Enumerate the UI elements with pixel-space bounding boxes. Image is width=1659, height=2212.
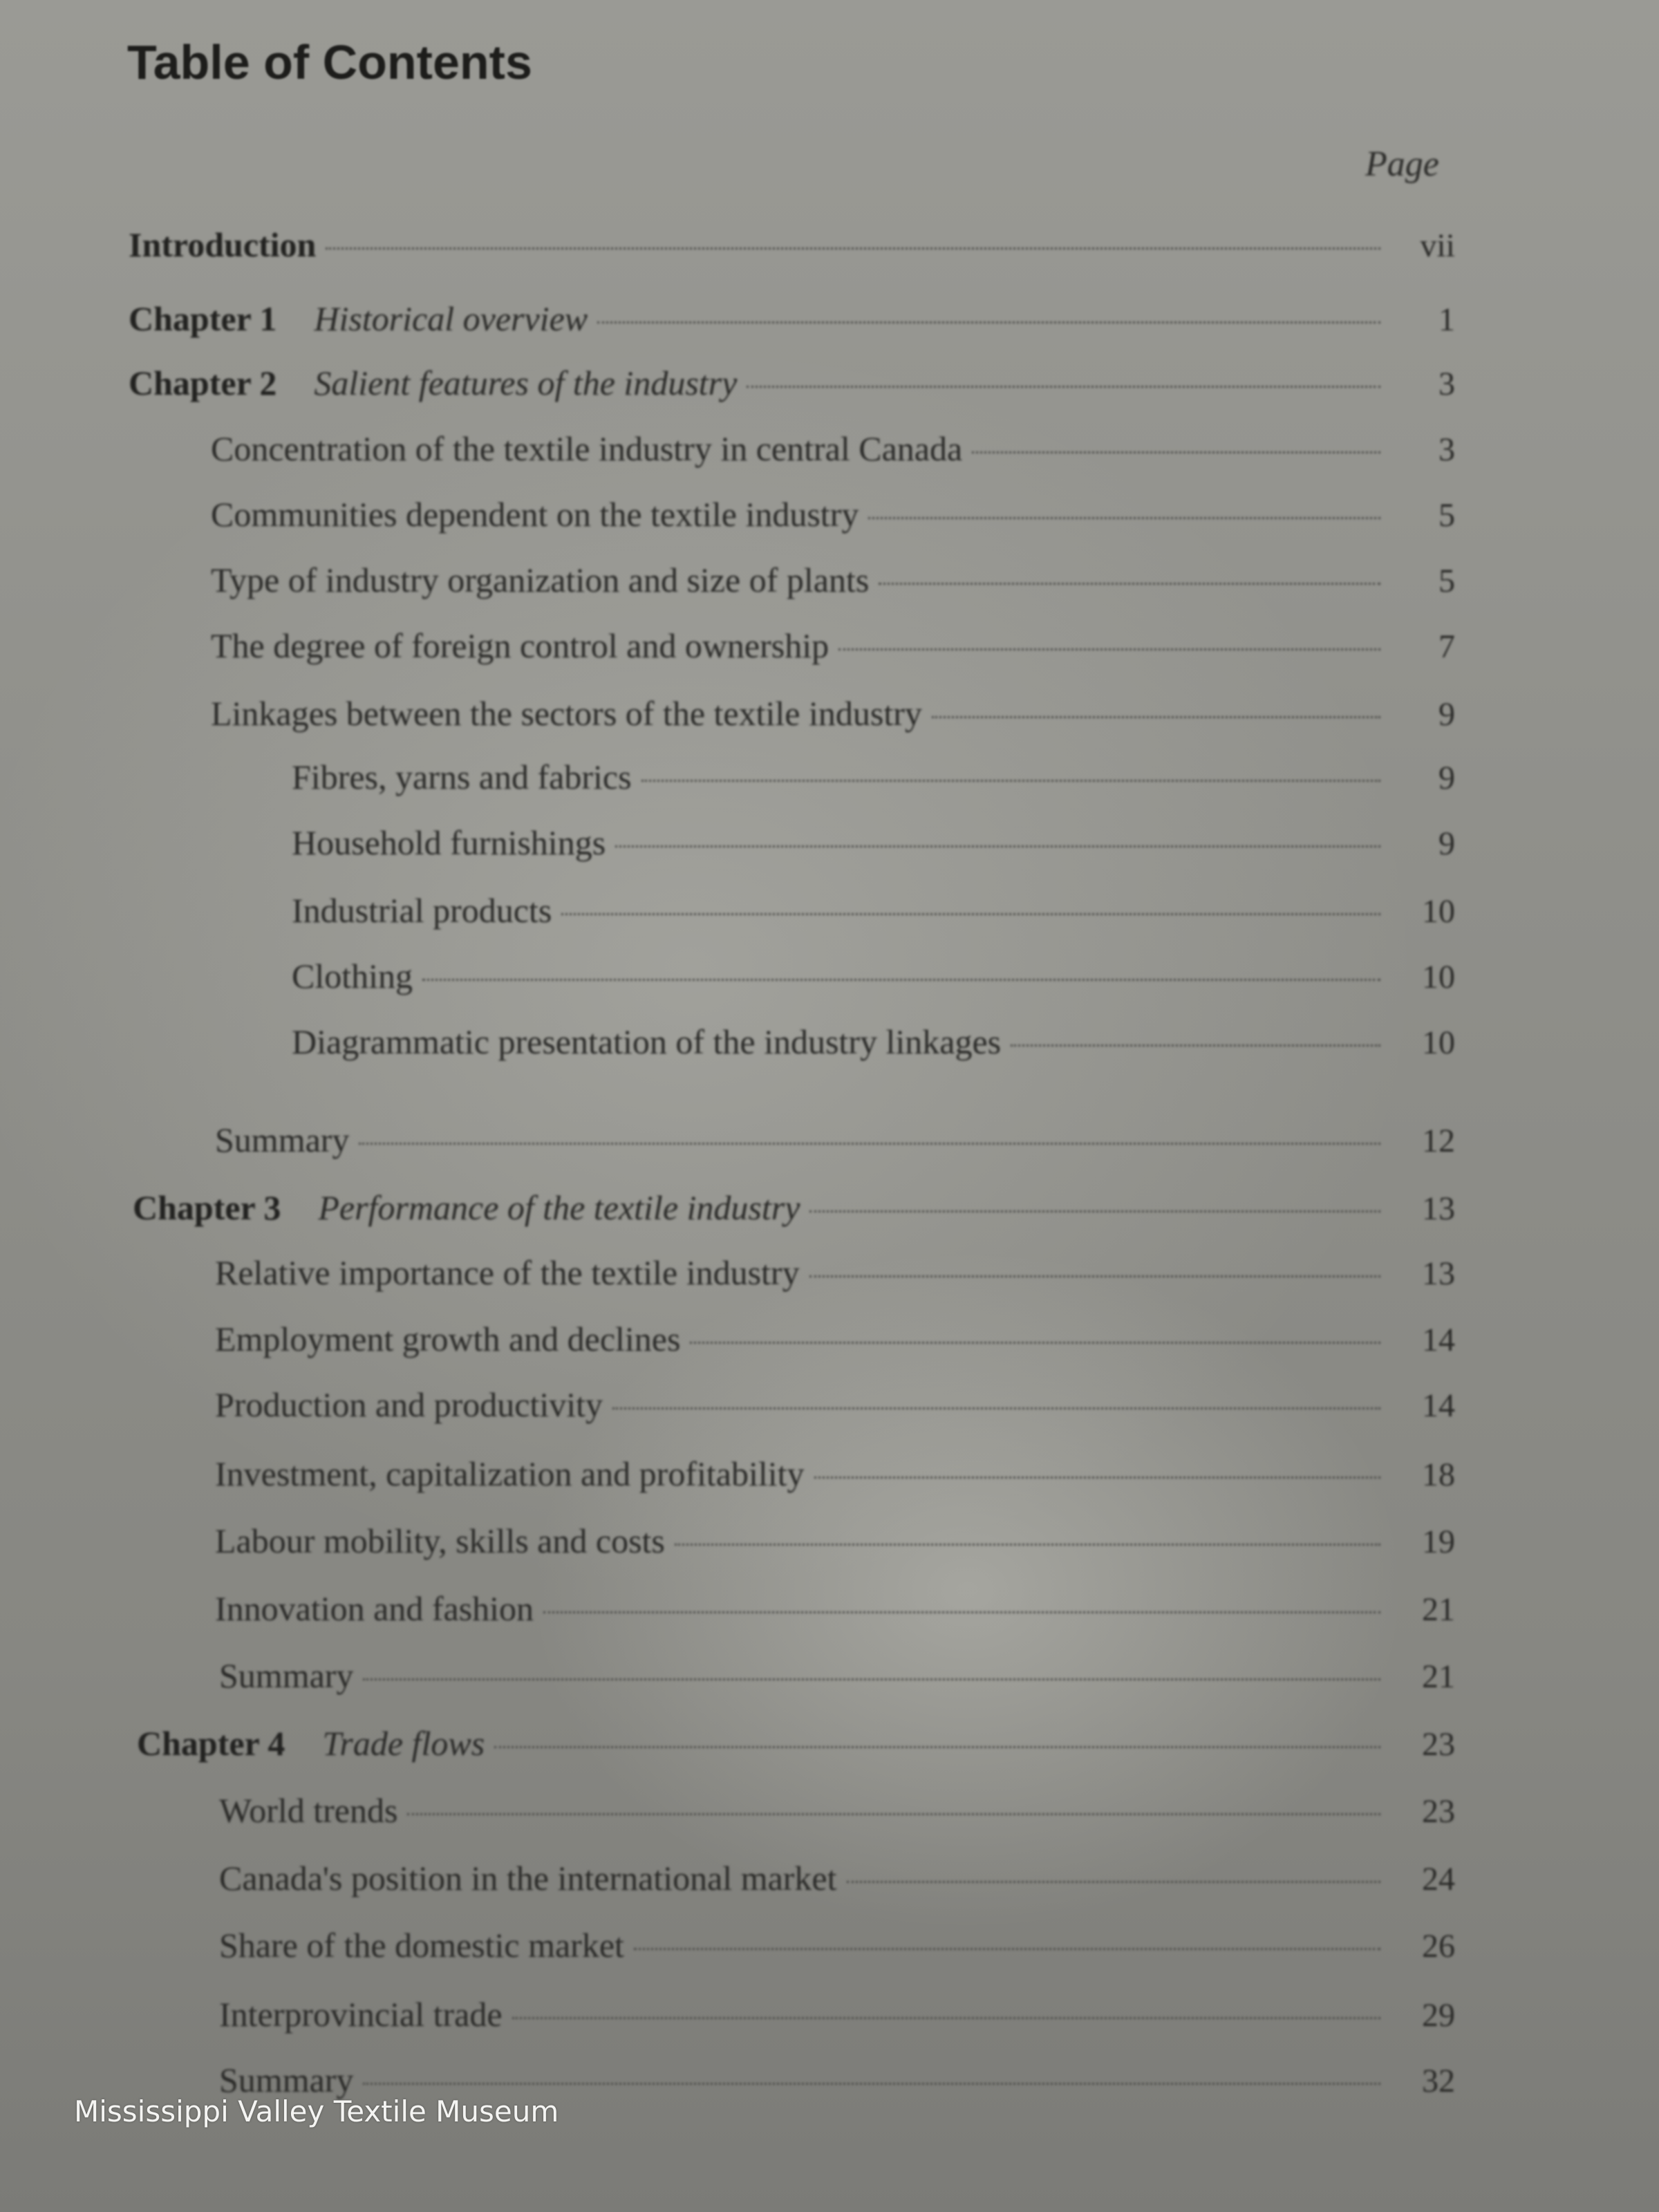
dot-leader [634, 1948, 1380, 1950]
toc-entry-title: World trends [219, 1791, 398, 1830]
chapter-number: Chapter 2 [129, 364, 277, 402]
dot-leader [1011, 1044, 1380, 1047]
dot-leader [326, 247, 1380, 250]
dot-leader [747, 386, 1380, 388]
dot-leader [422, 979, 1380, 981]
toc-entry-title: Labour mobility, skills and costs [215, 1521, 665, 1560]
toc-page-number: 5 [1438, 497, 1455, 534]
toc-page-number: 14 [1422, 1322, 1455, 1358]
toc-entry-title: Summary [219, 2061, 354, 2099]
toc-entry-title: Production and productivity [215, 1385, 603, 1424]
toc-entry-title: Type of industry organization and size of plants [211, 561, 870, 599]
toc-entry-label [219, 1994, 503, 2034]
dot-leader [847, 1881, 1380, 1883]
toc-page-number: 21 [1422, 1591, 1455, 1628]
toc-page-number: 21 [1422, 1658, 1455, 1695]
toc-entry-title: Share of the domestic market [219, 1926, 624, 1965]
toc-entry [219, 1858, 1455, 1902]
toc-entry [215, 1588, 1455, 1633]
toc-entry [292, 956, 1455, 1000]
toc-entry [292, 1022, 1455, 1066]
toc-entry-title: Linkages between the sectors of the textile industry [211, 694, 922, 733]
toc-entry-label [215, 1588, 534, 1629]
toc-entry-title: Household furnishings [292, 823, 606, 862]
toc-entry-label [219, 1925, 624, 1965]
dot-leader [838, 648, 1380, 650]
page-column-header: Page [1365, 144, 1439, 184]
dot-leader [612, 1407, 1380, 1409]
toc-entry-title: Salient features of the industry [314, 364, 738, 402]
toc-entry-label [292, 823, 606, 863]
toc-page-number: 32 [1422, 2063, 1455, 2099]
dot-leader [972, 451, 1380, 453]
toc-page-number: 5 [1438, 563, 1455, 599]
dot-leader [359, 1143, 1380, 1145]
toc-entry-label [211, 560, 869, 600]
dot-leader [809, 1210, 1380, 1212]
toc-page-number: 3 [1438, 431, 1455, 468]
dot-leader [690, 1342, 1380, 1344]
toc-entry-label [292, 956, 413, 996]
toc-entry-title: Interprovincial trade [219, 1995, 503, 2034]
toc-entry [211, 494, 1455, 538]
toc-entry-title: Clothing [292, 957, 413, 995]
watermark-text: Mississippi Valley Textile Museum [74, 2094, 559, 2128]
toc-entry [129, 363, 1455, 407]
toc-entry-title: Introduction [129, 225, 317, 264]
toc-page-number: vii [1420, 227, 1455, 264]
toc-page-number: 14 [1422, 1387, 1455, 1424]
toc-entry-label [215, 1319, 680, 1359]
toc-entry-label [215, 1521, 665, 1561]
toc-entry-title: Historical overview [314, 299, 588, 338]
toc-page-number: 1 [1438, 301, 1455, 338]
toc-entry-label [211, 429, 962, 469]
toc-entry [211, 560, 1455, 604]
dot-leader [932, 716, 1380, 718]
toc-entry-title: Relative importance of the textile industry [215, 1253, 800, 1292]
toc-page-number: 12 [1422, 1123, 1455, 1159]
toc-entry [215, 1385, 1455, 1429]
toc-entry-label [211, 626, 829, 666]
dot-leader [363, 2083, 1380, 2085]
toc-entry-label [219, 1656, 353, 1696]
toc-entry-label [292, 757, 632, 797]
toc-entry-title: The degree of foreign control and ownership [211, 626, 830, 665]
toc-entry-label [129, 363, 737, 403]
toc-entry [215, 1253, 1455, 1297]
toc-entry [292, 757, 1455, 801]
toc-entry [219, 1925, 1455, 1969]
toc-entry-label [215, 1120, 349, 1160]
toc-entry-label [133, 1188, 800, 1228]
chapter-number: Chapter 4 [137, 1724, 285, 1763]
dot-leader [615, 845, 1380, 847]
toc-page-number: 7 [1438, 628, 1455, 665]
toc-entry [292, 823, 1455, 867]
toc-entry [129, 225, 1455, 269]
toc-entry [219, 1656, 1455, 1700]
toc-entry-label [129, 225, 316, 265]
toc-entry [219, 1994, 1455, 2038]
dot-leader [814, 1477, 1380, 1479]
toc-page-number: 13 [1422, 1255, 1455, 1292]
toc-entry-label [129, 299, 588, 339]
chapter-number: Chapter 1 [129, 299, 277, 338]
toc-entry-label [215, 1385, 603, 1425]
page-title: Table of Contents [127, 35, 532, 89]
toc-entry-title: Employment growth and declines [215, 1320, 681, 1358]
toc-page-number: 24 [1422, 1861, 1455, 1897]
toc-entry [133, 1188, 1455, 1232]
dot-leader [494, 1746, 1380, 1748]
toc-entry-title: Industrial products [292, 891, 552, 930]
toc-page-number: 23 [1422, 1793, 1455, 1830]
toc-entry-title: Summary [219, 1656, 354, 1695]
dot-leader [363, 1678, 1380, 1680]
toc-entry-title: Communities dependent on the textile industry [211, 495, 859, 534]
toc-entry [215, 1521, 1455, 1565]
toc-page-number: 26 [1422, 1928, 1455, 1965]
toc-page-number: 9 [1438, 825, 1455, 862]
dot-leader [512, 2017, 1380, 2019]
dot-leader [868, 517, 1380, 519]
toc-entry-label [219, 1858, 837, 1898]
toc-entry [215, 1120, 1455, 1164]
toc-page-number: 9 [1438, 760, 1455, 796]
toc-entry-label [215, 1454, 805, 1494]
toc-entry-label [215, 1253, 800, 1293]
dot-leader [597, 321, 1380, 324]
toc-entry-title: Performance of the textile industry [318, 1188, 800, 1227]
toc-page-number: 18 [1422, 1456, 1455, 1493]
toc-page-number: 10 [1422, 959, 1455, 995]
toc-entry-label [211, 693, 922, 733]
toc-entry [211, 429, 1455, 473]
dot-leader [561, 913, 1380, 915]
toc-entry [211, 693, 1455, 738]
toc-entry-title: Diagrammatic presentation of the industry linkages [292, 1022, 1002, 1061]
toc-entry [292, 890, 1455, 935]
dot-leader [543, 1611, 1380, 1613]
dot-leader [879, 583, 1380, 585]
toc-entry [211, 626, 1455, 670]
toc-entry [215, 1454, 1455, 1498]
toc-page-number: 19 [1422, 1524, 1455, 1560]
toc-entry-label [292, 890, 552, 930]
toc-page-number: 9 [1438, 696, 1455, 733]
toc-entry-label [211, 494, 859, 534]
toc-page-number: 29 [1422, 1997, 1455, 2034]
toc-entry [137, 1723, 1455, 1768]
chapter-number: Chapter 3 [133, 1188, 281, 1227]
toc-entry-title: Canada's position in the international market [219, 1859, 837, 1897]
toc-entry-title: Trade flows [322, 1724, 485, 1763]
toc-page-number: 3 [1438, 366, 1455, 402]
toc-entry-label [292, 1022, 1001, 1062]
dot-leader [407, 1813, 1380, 1815]
toc-entry [129, 299, 1455, 343]
toc-entry-title: Summary [215, 1121, 350, 1159]
toc-entry-label [137, 1723, 485, 1763]
toc-entry [219, 1790, 1455, 1835]
dot-leader [675, 1544, 1380, 1546]
toc-entry-title: Investment, capitalization and profitability [215, 1454, 805, 1493]
toc-page-number: 10 [1422, 1024, 1455, 1061]
toc-entry-label [219, 1790, 397, 1830]
toc-entry-title: Innovation and fashion [215, 1589, 534, 1628]
toc-entry-title: Concentration of the textile industry in central Canada [211, 429, 963, 468]
dot-leader [809, 1275, 1380, 1277]
toc-entry [215, 1319, 1455, 1363]
dot-leader [641, 780, 1380, 782]
toc-page-number: 13 [1422, 1190, 1455, 1227]
toc-entry-title: Fibres, yarns and fabrics [292, 758, 632, 796]
toc-page-number: 10 [1422, 893, 1455, 930]
toc-page-number: 23 [1422, 1726, 1455, 1763]
